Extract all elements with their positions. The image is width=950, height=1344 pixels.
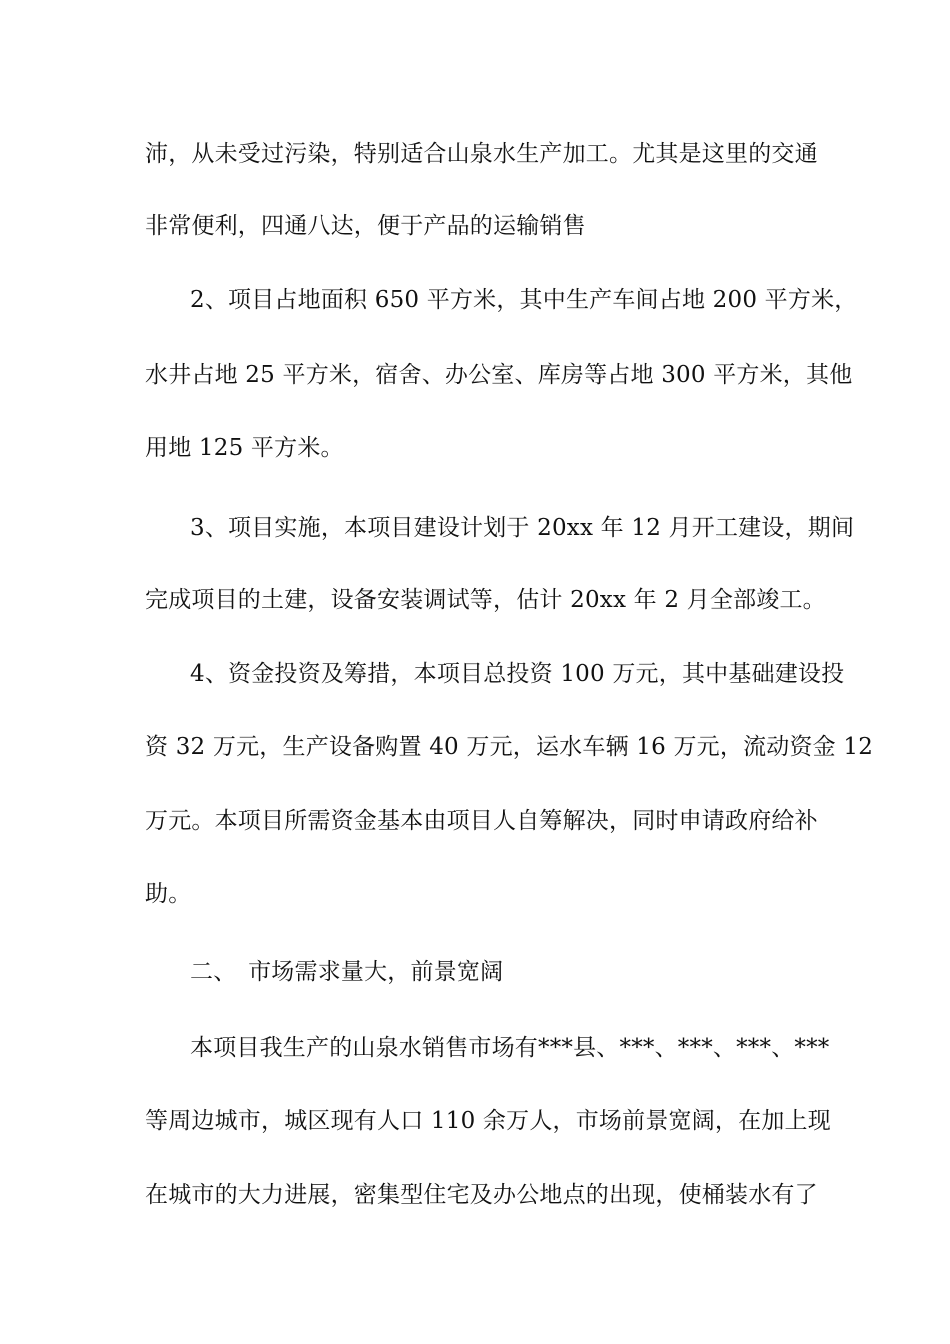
paragraph-line: 4、资金投资及筹措，本项目总投资 100 万元，其中基础建设投 [190, 661, 845, 687]
paragraph-line: 等周边城市，城区现有人口 110 余万人，市场前景宽阔，在加上现 [145, 1108, 831, 1134]
paragraph-line: 本项目我生产的山泉水销售市场有***县、***、***、***、*** [190, 1035, 830, 1061]
paragraph-line: 在城市的大力进展，密集型住宅及办公地点的出现，使桶装水有了 [145, 1182, 818, 1208]
paragraph-line: 2、项目占地面积 650 平方米，其中生产车间占地 200 平方米， [190, 287, 858, 313]
paragraph-line: 资 32 万元，生产设备购置 40 万元，运水车辆 16 万元，流动资金 12 [145, 734, 874, 760]
paragraph-line: 助。 [145, 881, 192, 907]
paragraph-line: 3、项目实施，本项目建设计划于 20xx 年 12 月开工建设，期间 [190, 515, 855, 541]
section-heading: 二、 市场需求量大，前景宽阔 [190, 959, 504, 985]
paragraph-line: 沛，从未受过污染，特别适合山泉水生产加工。尤其是这里的交通 [145, 141, 818, 167]
paragraph-line: 非常便利，四通八达，便于产品的运输销售 [145, 213, 586, 239]
paragraph-line: 万元。本项目所需资金基本由项目人自筹解决，同时申请政府给补 [145, 808, 818, 834]
paragraph-line: 用地 125 平方米。 [145, 435, 344, 461]
paragraph-line: 完成项目的土建，设备安装调试等，估计 20xx 年 2 月全部竣工。 [145, 587, 826, 613]
paragraph-line: 水井占地 25 平方米，宿舍、办公室、库房等占地 300 平方米，其他 [145, 362, 853, 388]
